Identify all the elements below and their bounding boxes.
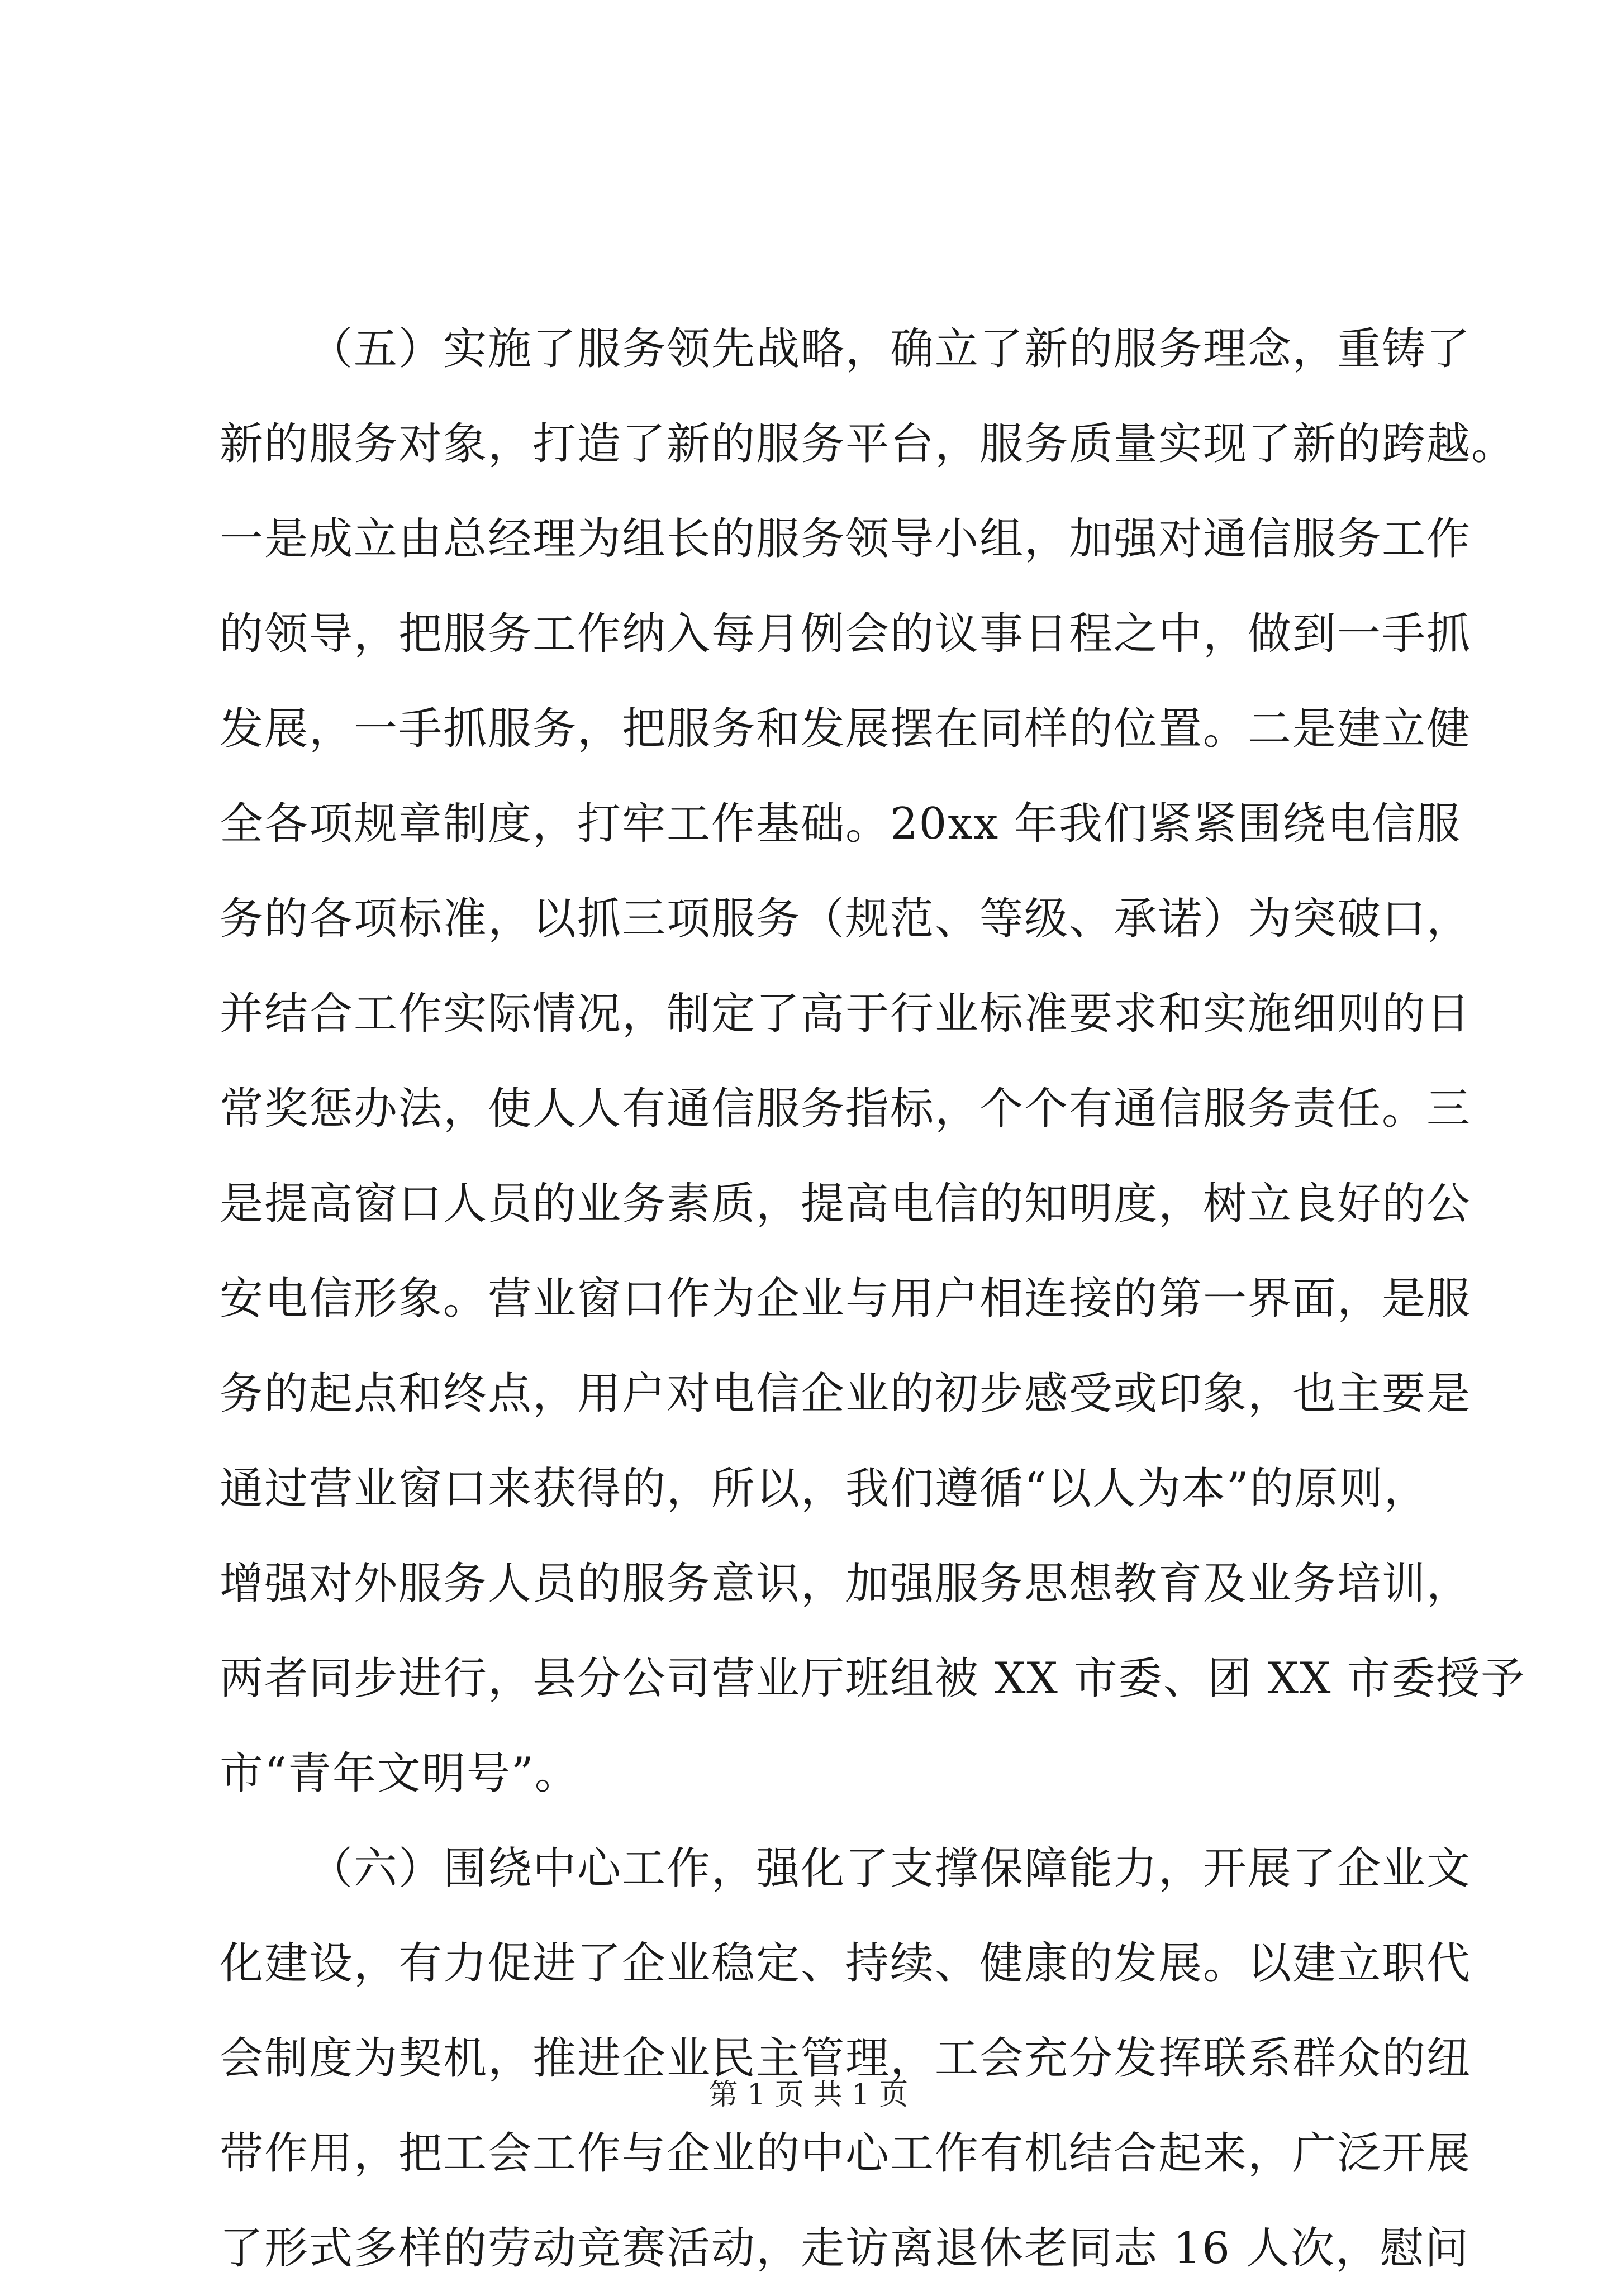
paragraph-5-line-9: 常奖惩办法，使人人有通信服务指标，个个有通信服务责任。三 [220,1084,1472,1134]
paragraph-5-line-7: 务的各项标准，以抓三项服务（规范、等级、承诺）为突破口， [220,894,1472,944]
paragraph-5-line-6: 全各项规章制度，打牢工作基础。20xx 年我们紧紧围绕电信服 [220,799,1462,849]
paragraph-6-line-4: 带作用，把工会工作与企业的中心工作有机结合起来，广泛开展 [220,2128,1472,2179]
paragraph-6-line-2: 化建设，有力促进了企业稳定、持续、健康的发展。以建立职代 [220,1938,1472,1989]
document-body [220,302,1526,2296]
paragraph-5-line-1: （五）实施了服务领先战略，确立了新的服务理念，重铸了 [309,324,1472,374]
paragraph-5-line-2: 新的服务对象，打造了新的服务平台，服务质量实现了新的跨越。 [220,419,1516,469]
paragraph-5-line-16: 市“青年文明号”。 [220,1749,579,1799]
paragraph-5-line-8: 并结合工作实际情况，制定了高于行业标准要求和实施细则的日 [220,989,1472,1039]
paragraph-5-line-13: 通过营业窗口来获得的，所以，我们遵循“以人为本”的原则， [220,1464,1429,1514]
paragraph-5-line-5: 发展，一手抓服务，把服务和发展摆在同样的位置。二是建立健 [220,704,1472,754]
paragraph-5-line-11: 安电信形象。营业窗口作为企业与用户相连接的第一界面，是服 [220,1274,1472,1324]
paragraph-5-line-4: 的领导，把服务工作纳入每月例会的议事日程之中，做到一手抓 [220,609,1472,659]
paragraph-5-line-12: 务的起点和终点，用户对电信企业的初步感受或印象，也主要是 [220,1369,1472,1419]
paragraph-6-line-3: 会制度为契机，推进企业民主管理，工会充分发挥联系群众的纽 [220,2033,1472,2084]
paragraph-6-line-5: 了形式多样的劳动竞赛活动，走访离退休老同志 16 人次，慰问 [220,2223,1469,2274]
paragraph-5-line-10: 是提高窗口人员的业务素质，提高电信的知明度，树立良好的公 [220,1179,1472,1229]
paragraph-5-line-3: 一是成立由总经理为组长的服务领导小组，加强对通信服务工作 [220,514,1472,564]
paragraph-5-line-15: 两者同步进行，县分公司营业厅班组被 XX 市委、团 XX 市委授予 [220,1654,1526,1704]
paragraph-5-line-14: 增强对外服务人员的服务意识，加强服务思想教育及业务培训， [220,1559,1472,1609]
paragraph-6-line-1: （六）围绕中心工作，强化了支撑保障能力，开展了企业文 [309,1844,1472,1894]
page-footer: 第 1 页 共 1 页 [708,2078,909,2112]
